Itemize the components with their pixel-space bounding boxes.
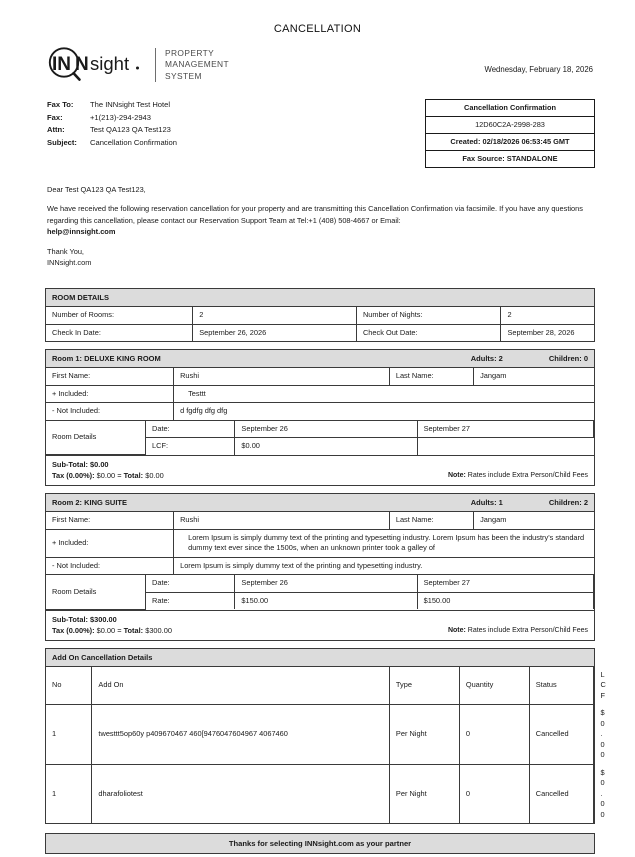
svg-text:N: N	[75, 54, 89, 75]
addon-row-1-quantity: 0	[459, 705, 529, 765]
table-row	[46, 705, 594, 765]
room-2-amount-1: $150.00	[235, 592, 417, 609]
fax-to-line	[47, 99, 177, 112]
room-2-included-value: Lorem Ipsum is simply dummy text of the printing and typesetting industry. Lorem Ipsum has been the industry's standard dummy text ever since the 1500s, when an unknown printer took a galley of	[174, 529, 594, 557]
nights-count-label: Number of Nights:	[356, 307, 501, 324]
attn-value: Test QA123 QA Test123	[90, 125, 171, 135]
room-2-totals-left	[52, 614, 172, 636]
addon-col-no: No	[46, 667, 92, 705]
fax-number-line	[47, 112, 177, 125]
fax-meta-row	[0, 85, 635, 168]
logo-divider	[155, 48, 156, 82]
subject-line	[47, 137, 177, 150]
room-2-tax-value: $0.00 =	[94, 625, 124, 635]
room-2-note-text: Rates include Extra Person/Child Fees	[465, 626, 588, 634]
room-1-first-name-label: First Name:	[46, 368, 174, 385]
addon-cancellation-section	[45, 648, 606, 825]
room-1-date-label: Date:	[146, 421, 235, 438]
addon-heading: Add On Cancellation Details	[46, 649, 594, 667]
fax-value: +1(213)-294-2943	[90, 112, 152, 122]
letter-salutation: Dear Test QA123 QA Test123,	[47, 185, 146, 194]
letter-signature: INNsight.com	[47, 258, 92, 268]
table-row	[46, 368, 594, 385]
room-2-section	[45, 493, 595, 641]
table-row	[46, 764, 594, 823]
document-header	[0, 35, 635, 85]
addon-row-2-type: Per Night	[389, 764, 459, 823]
room-1-title: Room 1: DELUXE KING ROOM	[52, 354, 161, 364]
room-2-first-name-value: Rushi	[174, 512, 390, 529]
fax-meta-block	[47, 99, 177, 149]
addon-col-status: Status	[529, 667, 594, 705]
confirmation-heading: Cancellation Confirmation	[426, 100, 594, 117]
addon-row-2-status: Cancelled	[529, 764, 594, 823]
room-1-date-1: September 26	[235, 421, 417, 438]
fax-to-value: The INNsight Test Hotel	[90, 100, 171, 109]
check-in-label: Check In Date:	[46, 324, 193, 341]
room-1-adults: Adults: 2	[470, 354, 503, 364]
attn-line	[47, 124, 177, 137]
room-2-date-1: September 26	[235, 575, 417, 592]
room-1-not-included-value: d fgdfg dfg dfg	[174, 403, 594, 421]
rooms-count-value: 2	[193, 307, 357, 324]
room-2-totals	[46, 610, 594, 640]
room-2-tax-label: Tax (0.00%):	[52, 625, 95, 635]
logo-tagline-line-2: MANAGEMENT	[165, 59, 230, 70]
room-1-included-value: Testtt	[174, 385, 594, 403]
table-row	[46, 557, 594, 575]
confirmation-fax-source: Fax Source: STANDALONE	[462, 154, 558, 163]
letter-email: help@innsight.com	[47, 227, 116, 237]
check-out-value: September 28, 2026	[501, 324, 594, 341]
room-details-heading: ROOM DETAILS	[46, 289, 594, 307]
table-row	[46, 575, 594, 592]
addon-table	[46, 667, 606, 824]
room-1-rates-table	[46, 421, 594, 456]
room-1-note-prefix: Note:	[447, 472, 466, 480]
fax-to-label: Fax To:	[47, 100, 74, 109]
room-1-total-label: Total:	[123, 471, 144, 481]
check-out-label: Check Out Date:	[356, 324, 501, 341]
letter-paragraph	[47, 203, 595, 226]
subject-label: Subject:	[47, 137, 77, 147]
table-row	[46, 385, 594, 403]
room-1-amount-1: $0.00	[235, 438, 417, 455]
room-1-totals	[46, 455, 594, 485]
table-row	[46, 403, 594, 421]
check-in-value: September 26, 2026	[193, 324, 357, 341]
subject-value: Cancellation Confirmation	[90, 137, 177, 147]
room-2-rates-table	[46, 575, 594, 610]
innsight-logo-icon	[45, 45, 149, 85]
logo-tagline-line-1: PROPERTY	[165, 47, 215, 58]
room-1-date-2: September 27	[417, 421, 594, 438]
svg-text:sight: sight	[90, 53, 130, 74]
document-date: Wednesday, February 18, 2026	[484, 65, 593, 74]
letter-closing: Thank You,	[47, 246, 84, 256]
room-2-last-name-value: Jangam	[474, 512, 594, 529]
table-row	[46, 512, 594, 529]
room-1-rates-label: Room Details	[46, 421, 146, 455]
room-2-not-included-value: Lorem Ipsum is simply dummy text of the printing and typesetting industry.	[174, 557, 594, 575]
room-1-total-value: $0.00	[143, 471, 164, 481]
room-1-included-label: + Included:	[46, 385, 174, 403]
room-1-section	[45, 349, 595, 486]
room-2-title: Room 2: KING SUITE	[52, 498, 128, 508]
addon-row-2-quantity: 0	[459, 764, 529, 823]
fax-label: Fax:	[47, 112, 63, 122]
room-1-table	[46, 368, 594, 421]
svg-text:IN: IN	[52, 54, 71, 75]
room-2-total-label: Total:	[123, 625, 144, 635]
room-2-note	[448, 625, 588, 636]
addon-row-1-no: 1	[46, 705, 92, 765]
room-2-adults: Adults: 1	[470, 498, 503, 508]
table-header-row	[46, 667, 594, 705]
logo-tagline	[165, 48, 229, 83]
room-1-note-text: Rates include Extra Person/Child Fees	[465, 472, 588, 480]
addon-col-addon: Add On	[92, 667, 389, 705]
confirmation-number: 12D60C2A-2998-283	[426, 117, 594, 134]
room-2-first-name-label: First Name:	[46, 512, 174, 529]
letter-body	[0, 168, 635, 268]
room-2-date-2: September 27	[417, 575, 594, 592]
room-1-tax-label: Tax (0.00%):	[52, 471, 95, 481]
room-2-sub-total: Sub-Total: $300.00	[52, 614, 117, 624]
room-2-last-name-label: Last Name:	[389, 512, 473, 529]
room-2-header-bar	[46, 494, 594, 512]
brand-logo	[45, 45, 229, 85]
attn-label: Attn:	[47, 125, 65, 135]
room-2-table	[46, 512, 594, 575]
room-1-sub-total: Sub-Total: $0.00	[52, 460, 109, 470]
room-1-amount-label: LCF:	[146, 438, 235, 455]
logo-tagline-line-3: SYSTEM	[165, 70, 202, 81]
room-1-amount-2	[417, 438, 594, 455]
addon-row-1-status: Cancelled	[529, 705, 594, 765]
room-1-header-bar	[46, 350, 594, 368]
letter-paragraph-text: We have received the following reservation cancellation for your property and are transmitting this Cancellation Confirmation via facsimile. If you have any questions regarding this cancellation, please contact our Reservation Support Team at Tel:+1 (408) 508-4667 or Email:	[47, 204, 583, 225]
room-2-rates-label: Room Details	[46, 575, 146, 609]
rooms-count-label: Number of Rooms:	[46, 307, 193, 324]
addon-row-2-name: dharafoliotest	[92, 764, 389, 823]
room-1-not-included-label: - Not Included:	[46, 403, 174, 421]
footer-banner: Thanks for selecting INNsight.com as your partner	[45, 833, 595, 854]
table-row	[46, 529, 594, 557]
room-1-tax-value: $0.00 =	[94, 471, 124, 481]
room-2-total-value: $300.00	[143, 625, 172, 635]
room-2-date-label: Date:	[146, 575, 235, 592]
addon-row-2-no: 1	[46, 764, 92, 823]
confirmation-box	[425, 99, 595, 168]
addon-col-type: Type	[389, 667, 459, 705]
page-title: CANCELLATION	[273, 23, 362, 35]
confirmation-created: Created: 02/18/2026 06:53:45 GMT	[426, 134, 594, 151]
room-1-children: Children: 0	[548, 354, 588, 364]
addon-row-1-type: Per Night	[389, 705, 459, 765]
room-2-children: Children: 2	[548, 498, 588, 508]
room-details-table	[46, 307, 594, 341]
table-row	[46, 421, 594, 438]
room-1-last-name-label: Last Name:	[389, 368, 473, 385]
room-1-totals-left	[52, 459, 164, 481]
addon-row-1-name: twesttt5op60y p409670467 460[9476047604967 4067460	[92, 705, 389, 765]
table-row	[46, 324, 594, 341]
room-2-amount-label: Rate:	[146, 592, 235, 609]
room-2-note-prefix: Note:	[447, 626, 466, 634]
room-1-last-name-value: Jangam	[474, 368, 594, 385]
room-1-note	[448, 470, 588, 481]
room-2-amount-2: $150.00	[417, 592, 594, 609]
room-2-not-included-label: - Not Included:	[46, 557, 174, 575]
addon-col-quantity: Quantity	[459, 667, 529, 705]
nights-count-value: 2	[501, 307, 594, 324]
room-1-first-name-value: Rushi	[174, 368, 390, 385]
table-row	[46, 307, 594, 324]
room-2-included-label: + Included:	[46, 529, 174, 557]
room-details-section	[45, 288, 595, 342]
